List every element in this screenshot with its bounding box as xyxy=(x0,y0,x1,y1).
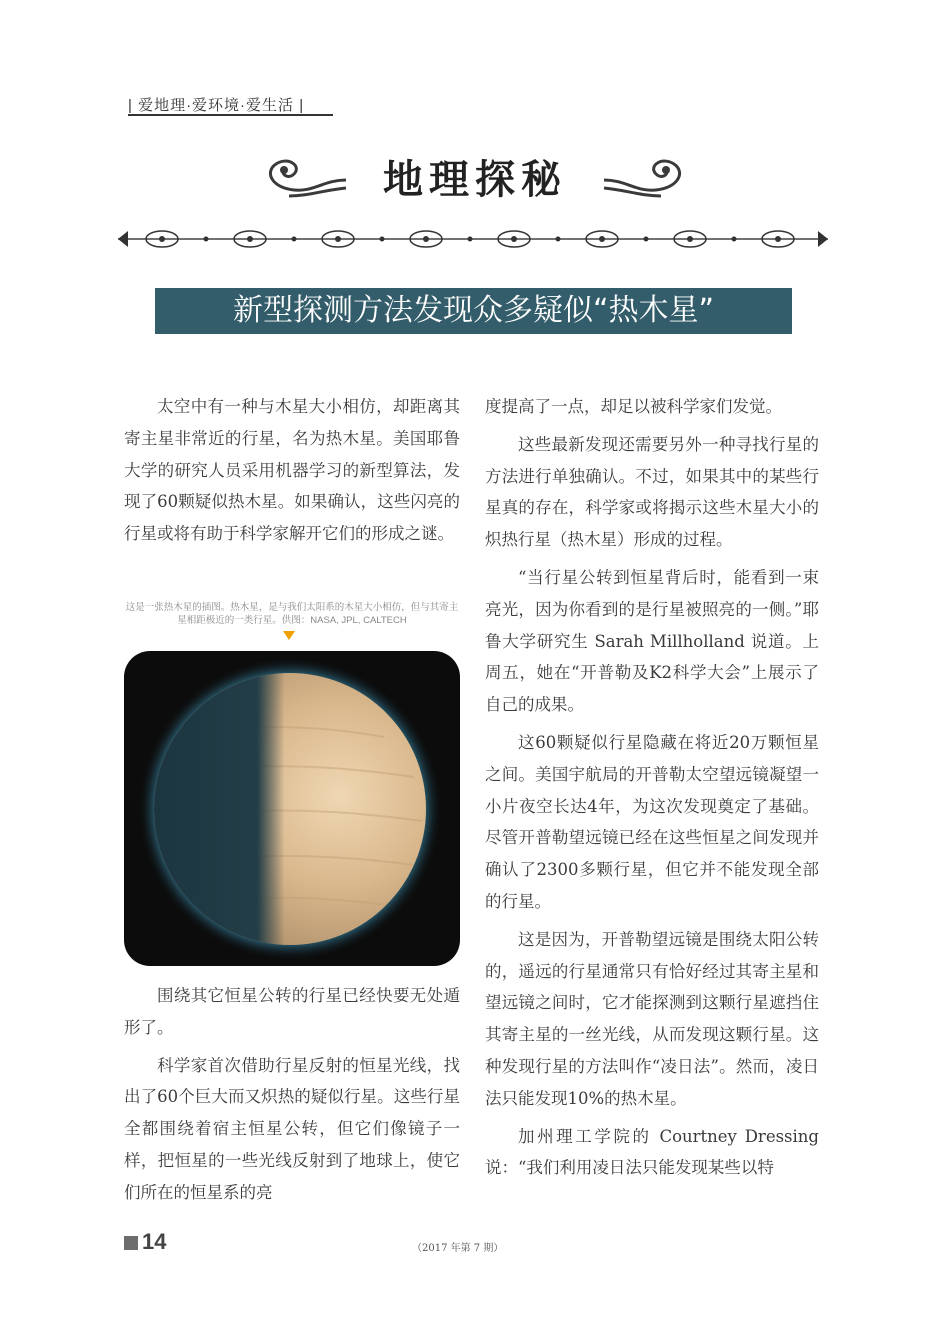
paragraph: 太空中有一种与木星大小相仿，却距离其寄主星非常近的行星，名为热木星。美国耶鲁大学的研究人员采用机器学习的新型算法，发现了60颗疑似热木星。如果确认，这些闪亮的行星或将有助于科学家解开它们的形成之谜。 xyxy=(124,397,460,544)
left-column-bottom xyxy=(124,980,460,1215)
planet-illustration xyxy=(124,651,460,966)
paragraph: 这是因为，开普勒望远镜是围绕太阳公转的，遥远的行星通常只有恰好经过其寄主星和望远镜之间时，它才能探测到这颗行星遮挡住其寄主星的一丝光线，从而发现这颗行星。这种发现行星的方法叫作“凌日法”。然而，凌日法只能发现10%的热木星。 xyxy=(485,929,819,1108)
issue-label: （2017 年第 7 期） xyxy=(412,1243,504,1254)
paragraph-continuation: 度提高了一点，却足以被科学家们发觉。 xyxy=(485,397,782,416)
page-number: 14 xyxy=(142,1229,167,1254)
section-title: 地理探秘 xyxy=(383,156,567,203)
page-marker-icon xyxy=(124,1236,138,1250)
paragraph: 这60颗疑似行星隐藏在将近20万颗恒星之间。美国宇航局的开普勒太空望远镜凝望一小片夜空长达4年，为这次发现奠定了基础。尽管开普勒望远镜已经在这些恒星之间发现并确认了2300多颗行星，但它并不能发现全部的行星。 xyxy=(485,732,819,911)
cloud-ornament-left-icon xyxy=(254,150,352,200)
paragraph: 围绕其它恒星公转的行星已经快要无处遁形了。 xyxy=(124,986,460,1037)
figure-caption: 这是一张热木星的插图。热木星，是与我们太阳系的木星大小相仿，但与其寄主星相距极近的一类行星。供图：NASA, JPL, CALTECH xyxy=(125,602,459,626)
paragraph: “当行星公转到恒星背后时，能看到一束亮光，因为你看到的是行星被照亮的一侧。”耶鲁大学研究生 Sarah Millholland 说道。上周五，她在“开普勒及K2科学大会”上展示了自己的成果。 xyxy=(485,567,819,715)
right-column xyxy=(485,391,819,1190)
cloud-ornament-right-icon xyxy=(598,150,696,200)
section-tag-underline xyxy=(128,114,333,116)
paragraph: 这些最新发现还需要另外一种寻找行星的方法进行单独确认。不过，如果其中的某些行星真的存在，科学家或将揭示这些木星大小的炽热行星（热木星）形成的过程。 xyxy=(485,434,819,550)
hot-jupiter-image xyxy=(124,651,460,966)
section-tag: | 爱地理·爱环境·爱生活 | xyxy=(128,97,305,114)
left-column-top xyxy=(124,391,460,556)
paragraph: 加州理工学院的 Courtney Dressing 说：“我们利用凌日法只能发现某些以特 xyxy=(485,1126,819,1178)
caption-arrow-icon xyxy=(283,631,295,640)
decorative-divider xyxy=(118,226,828,252)
paragraph: 科学家首次借助行星反射的恒星光线，找出了60个巨大而又炽热的疑似行星。这些行星全都围绕着宿主恒星公转，但它们像镜子一样，把恒星的一些光线反射到了地球上，使它们所在的恒星系的亮 xyxy=(124,1055,460,1202)
article-title: 新型探测方法发现众多疑似“热木星” xyxy=(232,293,715,328)
